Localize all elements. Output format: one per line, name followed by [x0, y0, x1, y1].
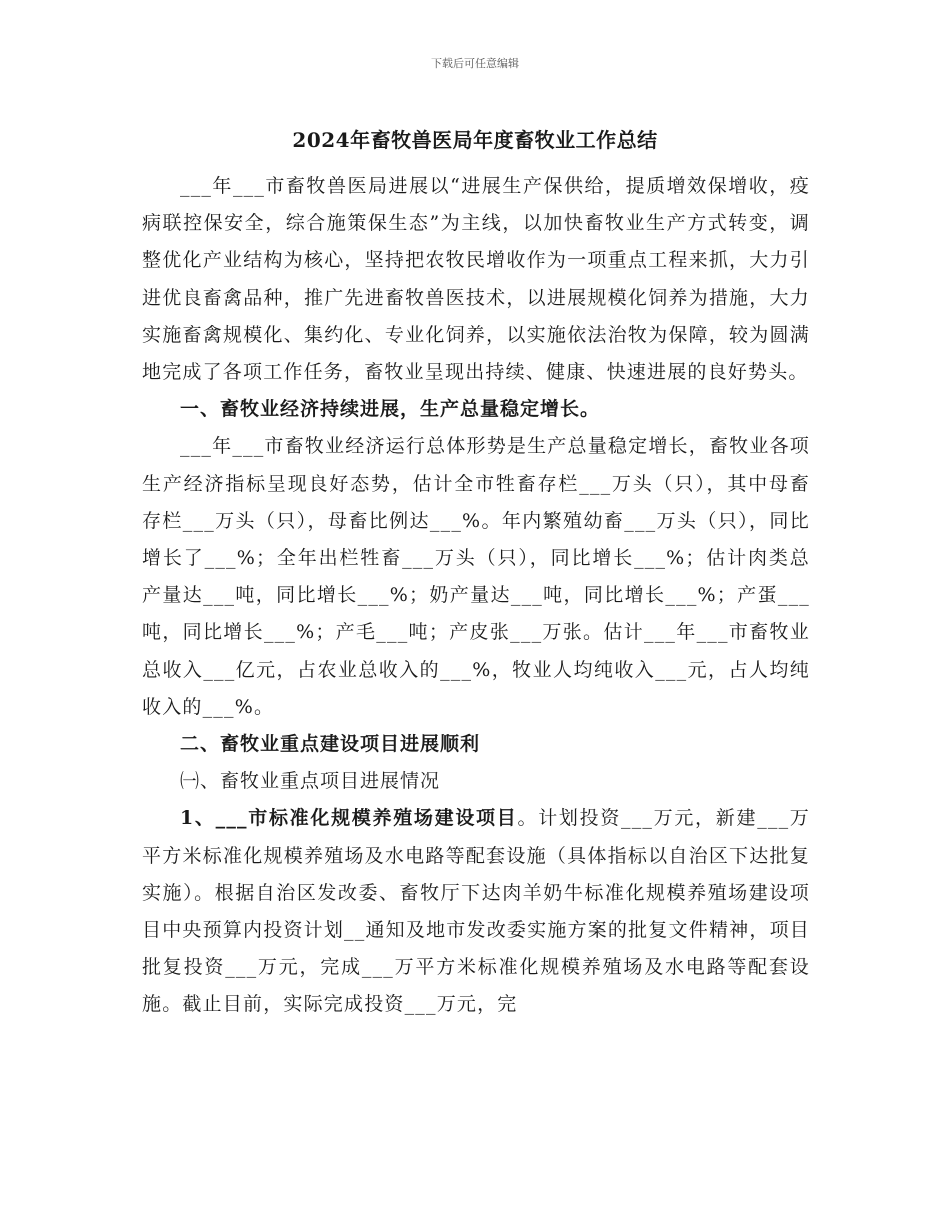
item-1-paragraph: [142, 800, 810, 1023]
subheading: ㈠、畜牧业重点项目进展情况: [180, 770, 441, 793]
section-heading-1: 一、畜牧业经济持续进展，生产总量稳定增长。: [180, 398, 601, 421]
item-1-title: 1、___市标准化规模养殖场建设项目: [180, 807, 518, 830]
section-heading-2: 二、畜牧业重点建设项目进展顺利: [180, 733, 481, 756]
intro-paragraph: ___年___市畜牧兽医局进展以“进展生产保供给，提质增效保增收，疫病联控保安全，综合施策保生态”为主线，以加快畜牧业生产方式转变，调整优化产业结构为核心，坚持把农牧民增收作为一项重点工程来抓，大力引进优良畜禽品种，推广先进畜牧兽医技术，以进展规模化饲养为措施，大力实施畜禽规模化、集约化、专业化饲养，以实施依法治牧为保障，较为圆满地完成了各项工作任务，畜牧业呈现出持续、健康、快速进展的良好势头。: [142, 175, 810, 384]
item-1-text: 。计划投资___万元，新建___万平方米标准化规模养殖场及水电路等配套设施（具体指标以自治区下达批复实施）。根据自治区发改委、畜牧厅下达肉羊奶牛标准化规模养殖场建设项目中央预算内投资计划__通知及地市发改委实施方案的批复文件精神，项目批复投资___万元，完成___万平方米标准化规模养殖场及水电路等配套设施。截止目前，实际完成投资___万元，完: [142, 807, 810, 1016]
document-title: 2024年畜牧兽医局年度畜牧业工作总结: [292, 128, 658, 152]
header-note: 下载后可任意编辑: [431, 57, 519, 70]
section-1-paragraph: ___年___市畜牧业经济运行总体形势是生产总量稳定增长，畜牧业各项生产经济指标呈现良好态势，估计全市牲畜存栏___万头（只），其中母畜存栏___万头（只），母畜比例达___%。年内繁殖幼畜___万头（只），同比增长了___%；全年出栏牲畜___万头（只），同比增长___%；估计肉类总产量达___吨，同比增长___%；奶产量达___吨，同比增长___%；产蛋___吨，同比增长___%；产毛___吨；产皮张___万张。估计___年___市畜牧业总收入___亿元，占农业总收入的___%，牧业人均纯收入___元，占人均纯收入的___%。: [142, 435, 810, 718]
document-body: [142, 168, 810, 1024]
